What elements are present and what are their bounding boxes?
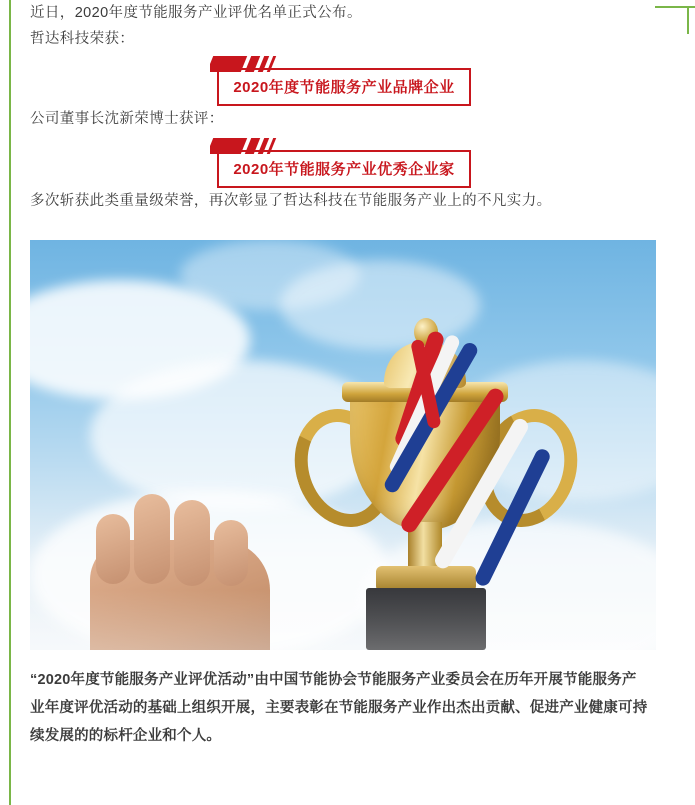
finger (174, 500, 210, 586)
photo-caption: “2020年度节能服务产业评优活动”由中国节能协会节能服务产业委员会在历年开展节能服务产业年度评优活动的基础上组织开展，主要表彰在节能服务产业作出杰出贡献、促进产业健康可持续发展的的标杆企业和个人。 (30, 672, 648, 744)
paragraph-closing: 多次斩获此类重量级荣誉，再次彰显了哲达科技在节能服务产业上的不凡实力。 (30, 193, 552, 209)
award-badge-outstanding-entrepreneur (217, 150, 470, 188)
finger (214, 520, 248, 586)
top-right-edge-rule (655, 6, 695, 8)
article-content (30, 0, 658, 750)
right-edge-rule (687, 6, 689, 34)
award-badge-row-1 (30, 68, 658, 106)
ribbon-decor-icon (210, 138, 284, 154)
photo-bottom-fade (30, 590, 656, 650)
award-badge-label: 2020年度节能服务产业品牌企业 (233, 79, 455, 96)
finger (96, 514, 130, 584)
award-badge-row-2 (30, 150, 658, 188)
paragraph-company-award-lead: 哲达科技荣获： (30, 31, 135, 47)
ribbon-decor-icon (210, 56, 284, 72)
award-badge-label: 2020年节能服务产业优秀企业家 (233, 161, 455, 178)
left-edge-rule (9, 0, 11, 805)
finger (134, 494, 170, 584)
trophy-photo (30, 240, 656, 650)
paragraph-chairman-award-lead: 公司董事长沈新荣博士获评： (30, 111, 224, 127)
paragraph-intro: 近日，2020年度节能服务产业评优名单正式公布。 (30, 5, 362, 21)
award-badge-brand-enterprise (217, 68, 470, 106)
